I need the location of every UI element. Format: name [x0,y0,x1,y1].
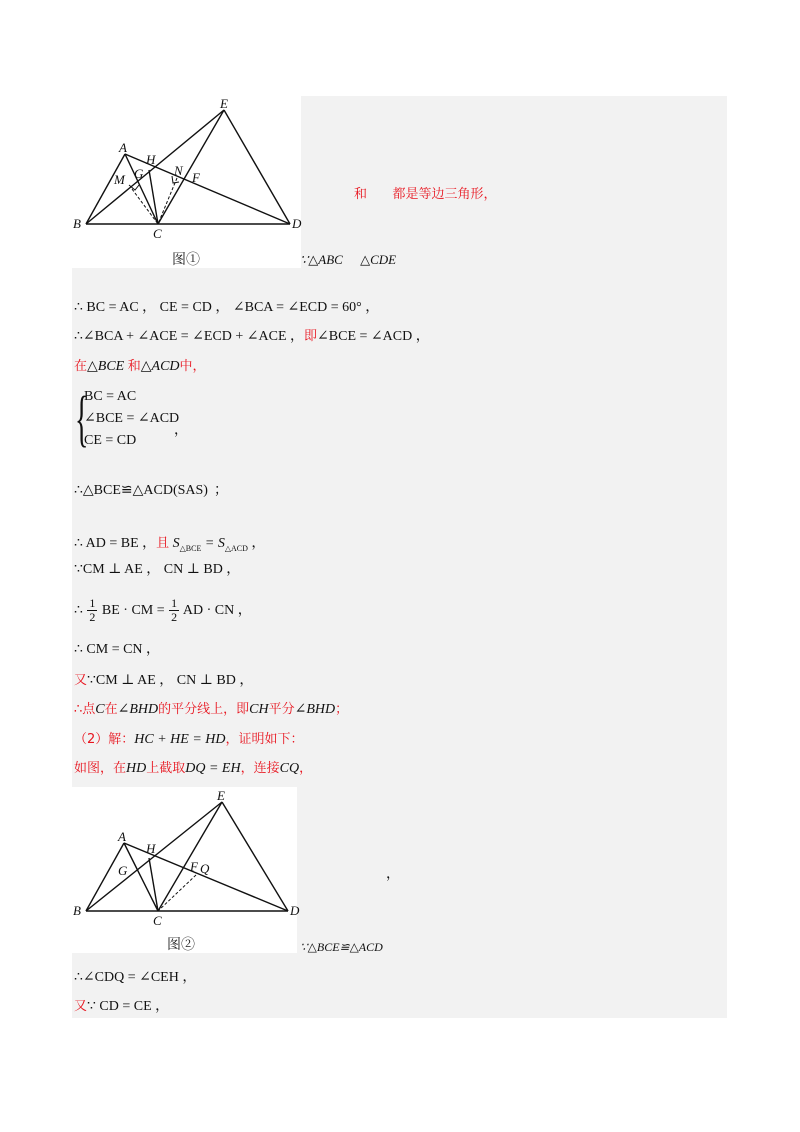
fig2-label-A: A [118,829,126,844]
line-equilateral-statement: 和 都是等边三角形， [354,187,497,202]
fig1-label-M: M [114,172,125,187]
line-angle-sum: ∴∠BCA + ∠ACE = ∠ECD + ∠ACE ，即∠BCE = ∠ACD ， [74,329,430,344]
fig1-label-N: N [174,163,183,178]
fig1-label-F: F [192,170,200,185]
comma-right: ， [386,867,400,882]
line-because-triangles: ∵△ABC △CDE [300,252,397,267]
fig2-label-F: F [190,859,198,874]
line-construction: 如图，在HD上截取DQ = EH，连接CQ， [74,761,313,776]
figure-2-caption: 图② [167,938,195,953]
fig2-label-B: B [73,903,81,918]
line-bisector-conclusion: ∴点C在∠BHD的平分线上，即CH平分∠BHD； [74,702,349,717]
line-in-triangles: 在△BCE 和△ACD中， [74,359,206,374]
line-cm-equals-cn: ∴ CM = CN ， [74,642,161,657]
system-eq-1: BC = AC [84,389,137,404]
line-part-2: （2）解：HC + HE = HD，证明如下： [74,732,304,747]
line-cd-equals-ce: 又∵ CD = CE ， [74,999,170,1014]
line-perpendiculars-1: ∵CM ⊥ AE ， CN ⊥ BD ， [74,562,241,577]
fig1-label-A: A [119,140,127,155]
line-equal-sides: ∴ BC = AC ， CE = CD ， ∠BCA = ∠ECD = 60° ， [74,300,380,315]
line-ad-equals-be: ∴ AD = BE ，且 $S_{\triangle BCE} = S_{\triangle ACD}$ ， [74,536,266,553]
fig2-label-C: C [153,913,162,928]
line-angle-cdq: ∴∠CDQ = ∠CEH ， [74,970,197,985]
system-brace: { [75,385,89,453]
fig1-label-C: C [153,226,162,241]
figure-1-diagram [72,96,301,268]
fig2-label-H: H [146,841,156,856]
line-area-equation: ∴ $\frac{1}{2}$ BE · CM = $\frac{1}{2}$ AD · CN ， [74,596,252,625]
line-because-congruent: ∵△BCE≌△ACD [300,940,383,954]
line-congruent-sas: ∴△BCE≌△ACD(SAS) ； [74,483,228,498]
figure-1-caption: 图① [172,253,200,268]
fig2-label-E: E [217,788,225,803]
line-perpendiculars-2: 又∵CM ⊥ AE ， CN ⊥ BD ， [74,673,254,688]
system-eq-2: ∠BCE = ∠ACD [84,411,180,426]
fig2-label-G: G [118,863,128,878]
fig1-label-E: E [220,96,228,111]
fraction-half-2: $\frac{1}{2}$ [171,596,178,625]
fig1-label-B: B [73,216,81,231]
fig2-label-D: D [290,903,300,918]
fig1-label-D: D [292,216,302,231]
fig2-label-Q: Q [200,861,210,876]
fraction-half-1: $\frac{1}{2}$ [89,596,96,625]
system-eq-3: CE = CD [84,433,137,448]
fig1-label-H: H [146,152,156,167]
fig1-label-G: G [134,166,144,181]
figure-2-diagram [72,787,300,953]
system-comma: ， [174,423,188,438]
